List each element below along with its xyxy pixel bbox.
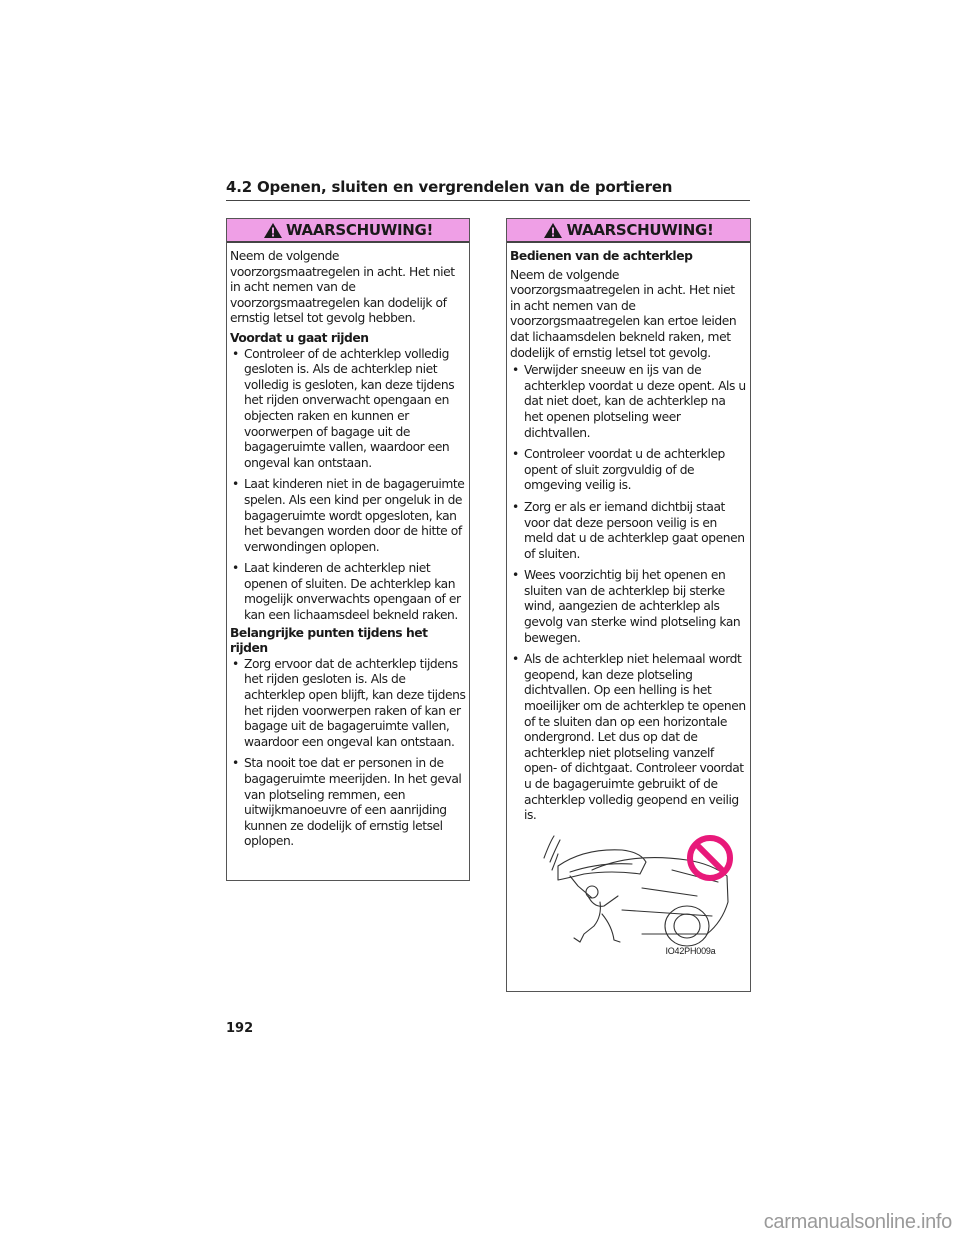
tailgate-warning-illustration bbox=[522, 830, 736, 962]
warning-triangle-icon bbox=[543, 222, 563, 239]
bullet-item: • Als de achterklep niet helemaal wordt geopend, kan deze plotseling dichtvallen. Op een helling is het moeilijker om de achterklep te openen of te sluiten dan op een horizontale ondergrond. Let dus op dat de achterklep niet plotseling vanzelf open- of dichtgaat. Controleer voordat u de bagageruimte gebruikt of de achterklep volledig geopend en veilig is. bbox=[510, 652, 747, 824]
car-tailgate-drawing bbox=[522, 830, 736, 962]
bullet-list bbox=[230, 347, 466, 624]
bullet-list bbox=[510, 363, 747, 824]
section-title: 4.2 Openen, sluiten en vergrendelen van de portieren bbox=[226, 178, 750, 201]
figure-label: IO42PH009a bbox=[665, 946, 716, 957]
subheading: Belangrijke punten tijdens het rijden bbox=[230, 625, 428, 656]
bullet-item: • Controleer of de achterklep volledig gesloten is. Als de achterklep niet volledig is gesloten, kan deze tijdens het rijden onverwacht opengaan en objecten raken en kunnen er voorwerpen of bagage uit de bagageruimte vallen, waardoor een ongeval kan ontstaan. bbox=[230, 347, 466, 472]
warning-header bbox=[227, 219, 469, 243]
watermark: carmanualsonline.info bbox=[763, 1211, 952, 1233]
bullet-item: • Controleer voordat u de achterklep opent of sluit zorgvuldig of de omgeving veilig is. bbox=[510, 447, 747, 494]
warning-intro: Neem de volgende voorzorgsmaatregelen in acht. Het niet in acht nemen van de voorzorgsmaatregelen kan ertoe leiden dat lichaamsdelen bekneld raken, met dodelijk of ernstig letsel tot gevolg. bbox=[510, 267, 737, 360]
warning-title: WAARSCHUWING! bbox=[566, 221, 714, 239]
bullet-item: • Verwijder sneeuw en ijs van de achterklep voordat u deze opent. Als u dat niet doet, kan de achterklep na het openen plotseling weer dichtvallen. bbox=[510, 363, 747, 441]
warning-box-left bbox=[226, 218, 470, 881]
warning-header bbox=[507, 219, 750, 243]
bullet-item: • Zorg er als er iemand dichtbij staat voor dat deze persoon veilig is en meld dat u de achterklep gaat openen of sluiten. bbox=[510, 500, 747, 562]
warning-title: WAARSCHUWING! bbox=[285, 221, 434, 239]
warning-triangle-icon bbox=[263, 222, 283, 239]
bullet-item: • Laat kinderen niet in de bagageruimte spelen. Als een kind per ongeluk in de bagageruimte wordt opgesloten, kan het bevangen worden door de hitte of verwondingen oplopen. bbox=[230, 477, 466, 555]
warning-box-right bbox=[506, 218, 751, 992]
warning-body bbox=[227, 243, 469, 850]
subheading: Bedienen van de achterklep bbox=[510, 249, 693, 263]
bullet-list bbox=[230, 657, 466, 850]
page-number: 192 bbox=[226, 1021, 254, 1036]
bullet-item: • Zorg ervoor dat de achterklep tijdens het rijden gesloten is. Als de achterklep open blijft, kan deze tijdens het rijden voorwerpen raken of kan er bagage uit de bagageruimte vallen, waardoor een ongeval kan ontstaan. bbox=[230, 657, 466, 751]
bullet-item: • Wees voorzichtig bij het openen en sluiten van de achterklep bij sterke wind, aangezien de achterklep als gevolg van sterke wind plotseling kan bewegen. bbox=[510, 568, 747, 646]
warning-intro: Neem de volgende voorzorgsmaatregelen in acht. Het niet in acht nemen van de voorzorgsmaatregelen kan dodelijk of ernstig letsel tot gevolg hebben. bbox=[230, 249, 455, 326]
warning-body bbox=[507, 243, 750, 962]
bullet-item: • Sta nooit toe dat er personen in de bagageruimte meerijden. In het geval van plotseling remmen, een uitwijkmanoeuvre of een aanrijding kunnen ze dodelijk of ernstig letsel oplopen. bbox=[230, 756, 466, 850]
subheading: Voordat u gaat rijden bbox=[230, 330, 369, 345]
bullet-item: • Laat kinderen de achterklep niet openen of sluiten. De achterklep kan mogelijk onverwachts opengaan of er kan een lichaamsdeel bekneld raken. bbox=[230, 561, 466, 623]
